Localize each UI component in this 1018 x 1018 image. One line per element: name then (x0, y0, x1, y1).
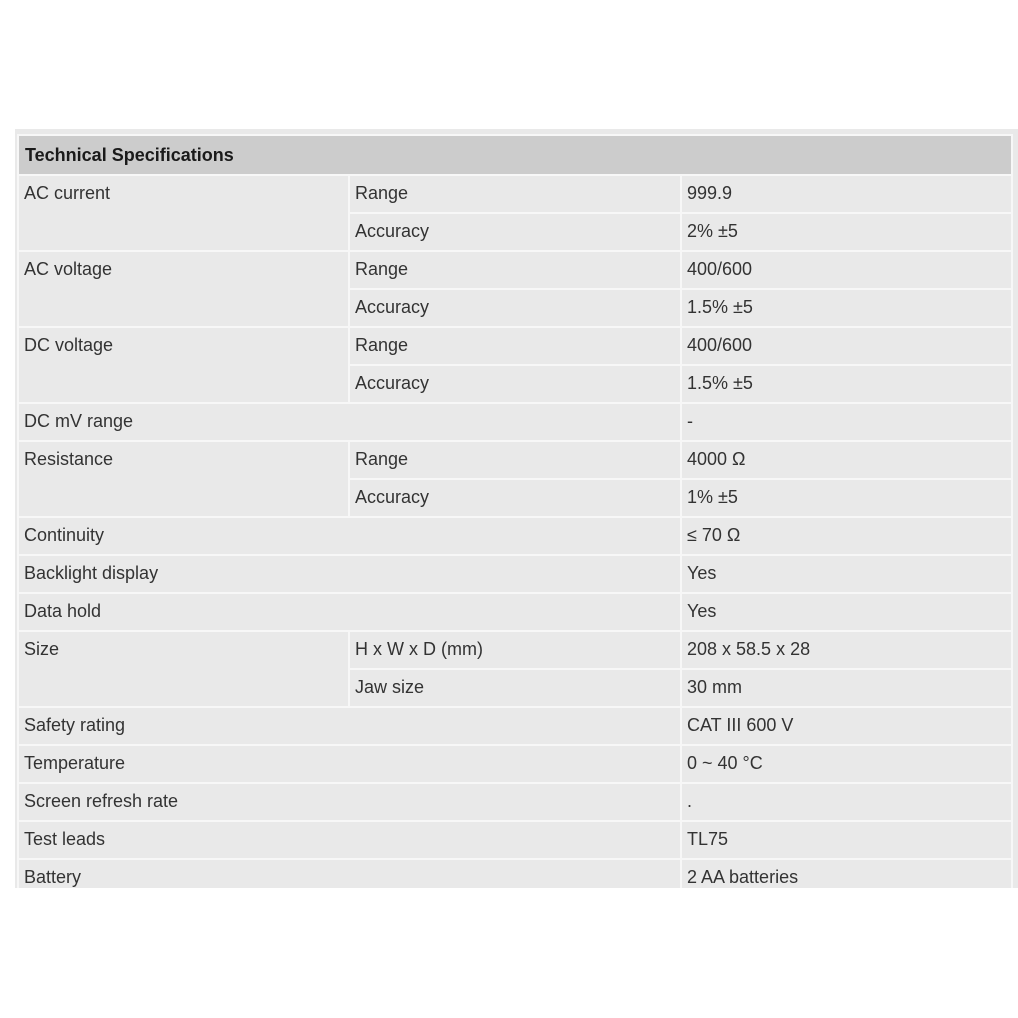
spec-label-refresh-rate: Screen refresh rate (18, 783, 681, 821)
spec-sublabel: H x W x D (mm) (349, 631, 681, 669)
spec-label-size: Size (18, 631, 349, 707)
spec-label-data-hold: Data hold (18, 593, 681, 631)
spec-label-ac-current: AC current (18, 175, 349, 251)
specs-table (17, 134, 1013, 888)
table-row (18, 441, 1012, 479)
table-row (18, 251, 1012, 289)
spec-label-backlight: Backlight display (18, 555, 681, 593)
spec-value: 999.9 (681, 175, 1012, 213)
table-row (18, 517, 1012, 555)
spec-value: Yes (681, 593, 1012, 631)
spec-sublabel: Range (349, 251, 681, 289)
spec-value: 400/600 (681, 251, 1012, 289)
table-row (18, 783, 1012, 821)
spec-value: . (681, 783, 1012, 821)
table-row (18, 555, 1012, 593)
table-row (18, 745, 1012, 783)
spec-value: TL75 (681, 821, 1012, 859)
spec-value: 1.5% ±5 (681, 289, 1012, 327)
table-row (18, 175, 1012, 213)
spec-value: 0 ~ 40 °C (681, 745, 1012, 783)
spec-value: 2% ±5 (681, 213, 1012, 251)
spec-value: ≤ 70 Ω (681, 517, 1012, 555)
spec-value: - (681, 403, 1012, 441)
table-row (18, 593, 1012, 631)
table-row (18, 631, 1012, 669)
spec-sublabel: Accuracy (349, 365, 681, 403)
table-row (18, 821, 1012, 859)
spec-label-battery: Battery (18, 859, 681, 888)
spec-sublabel: Accuracy (349, 213, 681, 251)
spec-value: CAT III 600 V (681, 707, 1012, 745)
spec-sublabel: Jaw size (349, 669, 681, 707)
spec-label-temperature: Temperature (18, 745, 681, 783)
spec-label-safety: Safety rating (18, 707, 681, 745)
spec-label-dc-mv-range: DC mV range (18, 403, 681, 441)
spec-value: 2 AA batteries (681, 859, 1012, 888)
spec-value: 30 mm (681, 669, 1012, 707)
spec-value: 400/600 (681, 327, 1012, 365)
table-title: Technical Specifications (18, 135, 1012, 175)
spec-label-test-leads: Test leads (18, 821, 681, 859)
table-row (18, 403, 1012, 441)
spec-sublabel: Range (349, 175, 681, 213)
table-row (18, 707, 1012, 745)
spec-value: 1.5% ±5 (681, 365, 1012, 403)
table-header-row (18, 135, 1012, 175)
spec-value: 1% ±5 (681, 479, 1012, 517)
spec-value: Yes (681, 555, 1012, 593)
table-row (18, 859, 1012, 888)
spec-label-resistance: Resistance (18, 441, 349, 517)
spec-label-ac-voltage: AC voltage (18, 251, 349, 327)
spec-sublabel: Accuracy (349, 479, 681, 517)
spec-sublabel: Range (349, 441, 681, 479)
spec-sublabel: Range (349, 327, 681, 365)
spec-label-continuity: Continuity (18, 517, 681, 555)
specs-panel (15, 129, 1018, 888)
table-row (18, 327, 1012, 365)
spec-value: 208 x 58.5 x 28 (681, 631, 1012, 669)
spec-value: 4000 Ω (681, 441, 1012, 479)
spec-label-dc-voltage: DC voltage (18, 327, 349, 403)
spec-sublabel: Accuracy (349, 289, 681, 327)
